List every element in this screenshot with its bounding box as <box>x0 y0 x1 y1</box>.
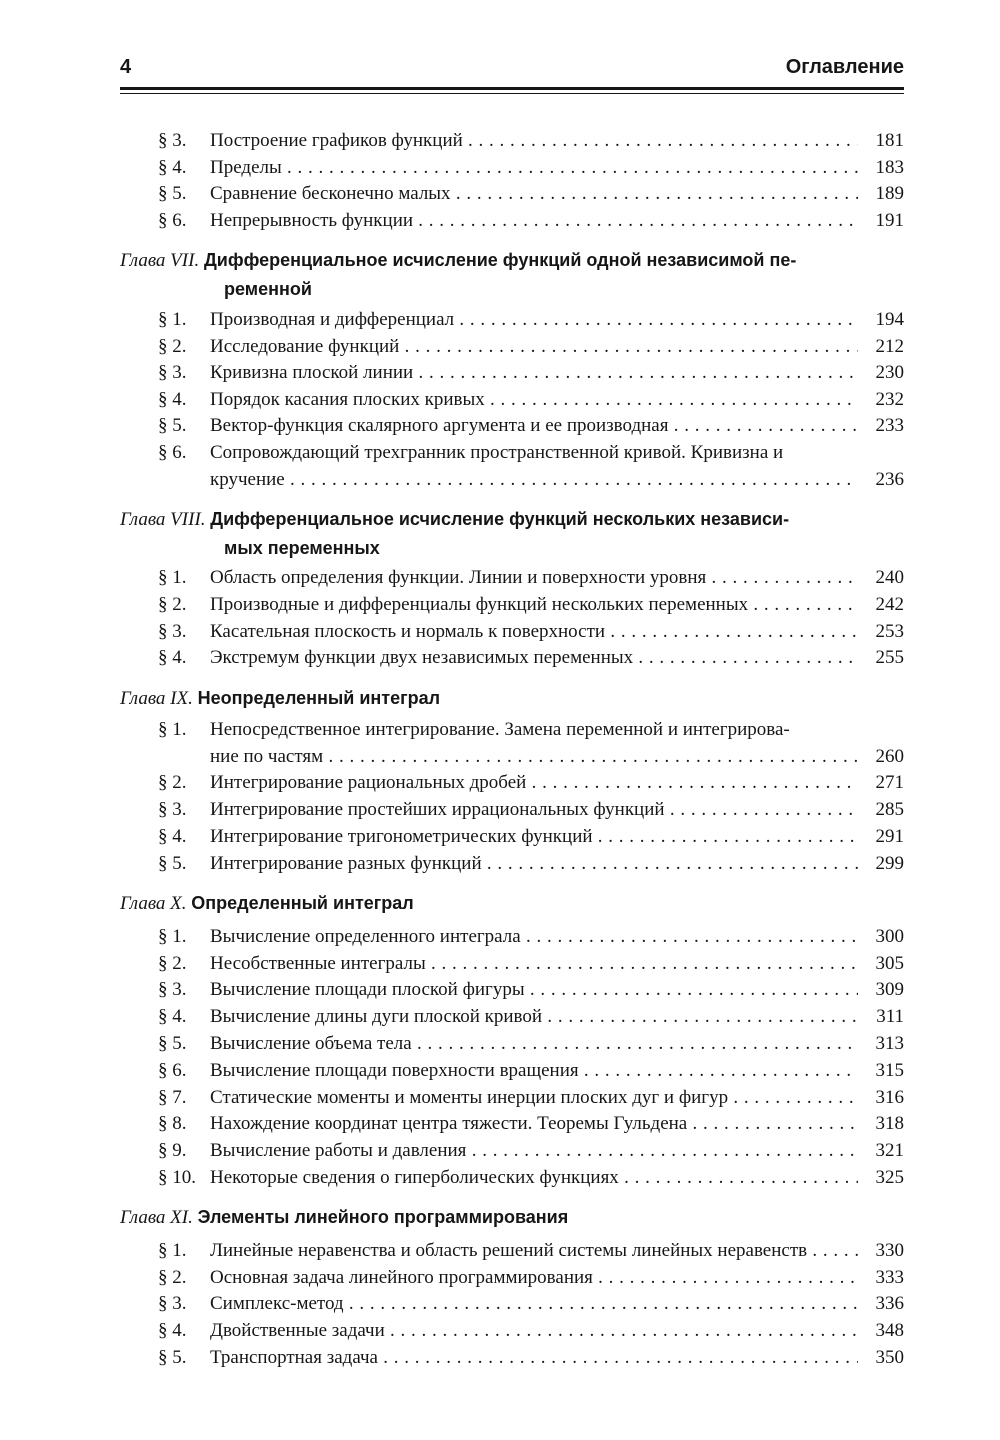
section-title-cont: ние по частям . . . <box>210 743 858 770</box>
section-title: Пределы . . . <box>210 154 858 181</box>
chapter-title: Элементы линейного программирования <box>197 1207 569 1227</box>
section-number: § 2. <box>158 594 187 615</box>
toc-entry <box>158 716 906 770</box>
toc-entry <box>158 769 906 796</box>
toc-entry <box>158 386 906 413</box>
chapter-title: Дифференциальное исчисление функций нескольких независи- <box>210 509 790 529</box>
toc-entry <box>158 1290 906 1317</box>
page-ref: 309 <box>875 979 904 1000</box>
page-ref: 330 <box>875 1240 904 1261</box>
section-title: Сравнение бесконечно малых . . . <box>210 180 858 207</box>
section-number: § 3. <box>158 1293 187 1314</box>
chapter-title-cont: ременной <box>224 279 312 299</box>
section-title: Интегрирование тригонометрических функций . . . <box>210 823 858 850</box>
section-number: § 7. <box>158 1087 187 1108</box>
chapter-title-cont: мых переменных <box>224 538 380 558</box>
page-ref: 183 <box>875 157 904 178</box>
toc-entry <box>158 564 906 591</box>
section-number: § 3. <box>158 799 187 820</box>
page-ref: 240 <box>875 567 904 588</box>
section-number: § 1. <box>158 926 187 947</box>
section-title: Вычисление определенного интеграла . . . <box>210 923 858 950</box>
section-title: Вычисление работы и давления . . . <box>210 1137 858 1164</box>
section-title: Несобственные интегралы . . . <box>210 950 858 977</box>
section-title: Экстремум функции двух независимых переменных . . . <box>210 644 858 671</box>
page-ref: 321 <box>875 1140 904 1161</box>
toc-entry <box>158 333 906 360</box>
page-ref: 348 <box>875 1320 904 1341</box>
chapter-title: Дифференциальное исчисление функций одной независимой пе- <box>203 250 797 270</box>
section-number: § 5. <box>158 853 187 874</box>
section-title: Двойственные задачи . . . <box>210 1317 858 1344</box>
section-title: Интегрирование разных функций . . . <box>210 850 858 877</box>
page-ref: 305 <box>875 953 904 974</box>
section-title: Вычисление площади плоской фигуры . . . <box>210 976 858 1003</box>
section-number: § 2. <box>158 336 187 357</box>
section-number: § 5. <box>158 1347 187 1368</box>
section-number: § 1. <box>158 309 187 330</box>
toc-entry <box>158 127 906 154</box>
chapter-title: Определенный интеграл <box>191 893 414 913</box>
section-number: § 2. <box>158 772 187 793</box>
page-ref: 230 <box>875 362 904 383</box>
page-ref: 333 <box>875 1267 904 1288</box>
toc-entry <box>158 207 906 234</box>
toc-entry <box>158 1344 906 1371</box>
chapter-label: Глава VII. <box>120 250 200 271</box>
section-number: § 10. <box>158 1167 196 1188</box>
section-number: § 4. <box>158 1006 187 1027</box>
section-title: Порядок касания плоских кривых . . . <box>210 386 858 413</box>
section-title: Интегрирование простейших иррациональных функций . . . <box>210 796 858 823</box>
section-number: § 2. <box>158 1267 187 1288</box>
page-ref: 189 <box>875 183 904 204</box>
section-number: § 1. <box>158 567 187 588</box>
toc-entry <box>158 1317 906 1344</box>
toc-entry <box>158 950 906 977</box>
page-ref: 233 <box>875 415 904 436</box>
section-number: § 3. <box>158 130 187 151</box>
section-number: § 8. <box>158 1113 187 1134</box>
chapter-label: Глава XI. <box>120 1207 193 1228</box>
page-ref: 300 <box>875 926 904 947</box>
page-number: 4 <box>120 56 132 78</box>
page-ref: 255 <box>875 647 904 668</box>
toc-entry <box>158 1057 906 1084</box>
page-ref: 271 <box>875 772 904 793</box>
page-ref: 181 <box>875 130 904 151</box>
page-ref: 311 <box>876 1006 904 1027</box>
toc-entry <box>158 154 906 181</box>
section-title: Производная и дифференциал . . . <box>210 306 858 333</box>
section-title: Симплекс-метод . . . <box>210 1290 858 1317</box>
page-ref: 299 <box>875 853 904 874</box>
section-title: Интегрирование рациональных дробей . . . <box>210 769 858 796</box>
section-title: Вычисление длины дуги плоской кривой . . . <box>210 1003 858 1030</box>
toc-entry <box>158 306 906 333</box>
chapter-heading <box>120 505 840 562</box>
section-number: § 5. <box>158 183 187 204</box>
section-title: Вектор-функция скалярного аргумента и ее производная . . . <box>210 412 858 439</box>
toc-entry <box>158 1003 906 1030</box>
section-title: Непосредственное интегрирование. Замена переменной и интегрирова- <box>210 719 790 740</box>
page-ref: 242 <box>875 594 904 615</box>
section-title: Вычисление объема тела . . . <box>210 1030 858 1057</box>
section-number: § 2. <box>158 953 187 974</box>
page-ref: 350 <box>875 1347 904 1368</box>
section-title: Касательная плоскость и нормаль к поверхности . . . <box>210 618 858 645</box>
toc-entry <box>158 976 906 1003</box>
section-number: § 6. <box>158 1060 187 1081</box>
toc-entry <box>158 439 906 493</box>
section-number: § 4. <box>158 1320 187 1341</box>
section-number: § 3. <box>158 621 187 642</box>
chapter-label: Глава X. <box>120 893 187 914</box>
toc-entry <box>158 180 906 207</box>
page-ref: 191 <box>875 210 904 231</box>
toc-entry <box>158 823 906 850</box>
toc-entry <box>158 359 906 386</box>
toc-entry <box>158 1030 906 1057</box>
toc-entry <box>158 796 906 823</box>
section-number: § 5. <box>158 1033 187 1054</box>
page-ref: 316 <box>875 1087 904 1108</box>
section-title: Некоторые сведения о гиперболических функциях . . . <box>210 1164 858 1191</box>
section-title: Транспортная задача . . . <box>210 1344 858 1371</box>
toc-entry <box>158 644 906 671</box>
page-ref: 336 <box>875 1293 904 1314</box>
toc-entry <box>158 412 906 439</box>
toc-entry <box>158 1164 906 1191</box>
running-title: Оглавление <box>785 56 904 78</box>
toc-entry <box>158 923 906 950</box>
section-number: § 4. <box>158 647 187 668</box>
chapter-title: Неопределенный интеграл <box>197 688 441 708</box>
chapter-heading <box>120 684 840 713</box>
section-title: Кривизна плоской линии . . . <box>210 359 858 386</box>
toc-entry <box>158 591 906 618</box>
toc-entry <box>158 1110 906 1137</box>
section-number: § 5. <box>158 415 187 436</box>
toc-entry <box>158 1084 906 1111</box>
chapter-heading <box>120 1203 840 1232</box>
section-title: Производные и дифференциалы функций нескольких переменных . . . <box>210 591 858 618</box>
section-title: Основная задача линейного программирования . . . <box>210 1264 858 1291</box>
toc-entry <box>158 1264 906 1291</box>
chapter-label: Глава IX. <box>120 688 193 709</box>
chapter-heading <box>120 889 840 918</box>
page-ref: 194 <box>875 309 904 330</box>
page-ref: 212 <box>875 336 904 357</box>
page-ref: 313 <box>875 1033 904 1054</box>
page-ref: 260 <box>875 746 904 767</box>
section-number: § 6. <box>158 210 187 231</box>
section-title: Нахождение координат центра тяжести. Теоремы Гульдена . . . <box>210 1110 858 1137</box>
page-ref: 315 <box>875 1060 904 1081</box>
page-ref: 232 <box>875 389 904 410</box>
section-number: § 9. <box>158 1140 187 1161</box>
section-number: § 4. <box>158 157 187 178</box>
section-number: § 1. <box>158 1240 187 1261</box>
page-ref: 253 <box>875 621 904 642</box>
section-number: § 3. <box>158 979 187 1000</box>
chapter-heading <box>120 246 840 303</box>
section-title-cont: кручение . . . <box>210 466 858 493</box>
section-title: Построение графиков функций . . . <box>210 127 858 154</box>
page-ref: 318 <box>875 1113 904 1134</box>
page-ref: 325 <box>875 1167 904 1188</box>
section-number: § 3. <box>158 362 187 383</box>
section-number: § 4. <box>158 389 187 410</box>
section-title: Вычисление площади поверхности вращения . . . <box>210 1057 858 1084</box>
section-title: Исследование функций . . . <box>210 333 858 360</box>
section-number: § 6. <box>158 442 187 463</box>
section-title: Сопровождающий трехгранник пространственной кривой. Кривизна и <box>210 442 784 463</box>
toc-entry <box>158 618 906 645</box>
chapter-label: Глава VIII. <box>120 509 206 530</box>
page-ref: 285 <box>875 799 904 820</box>
section-title: Линейные неравенства и область решений системы линейных неравенств . . . <box>210 1237 858 1264</box>
toc-entry <box>158 850 906 877</box>
section-title: Непрерывность функции . . . <box>210 207 858 234</box>
toc-entry <box>158 1137 906 1164</box>
page-ref: 236 <box>875 469 904 490</box>
section-title: Статические моменты и моменты инерции плоских дуг и фигур . . . <box>210 1084 858 1111</box>
toc-entry <box>158 1237 906 1264</box>
section-number: § 4. <box>158 826 187 847</box>
page-ref: 291 <box>875 826 904 847</box>
section-number: § 1. <box>158 719 187 740</box>
section-title: Область определения функции. Линии и поверхности уровня . . . <box>210 564 858 591</box>
